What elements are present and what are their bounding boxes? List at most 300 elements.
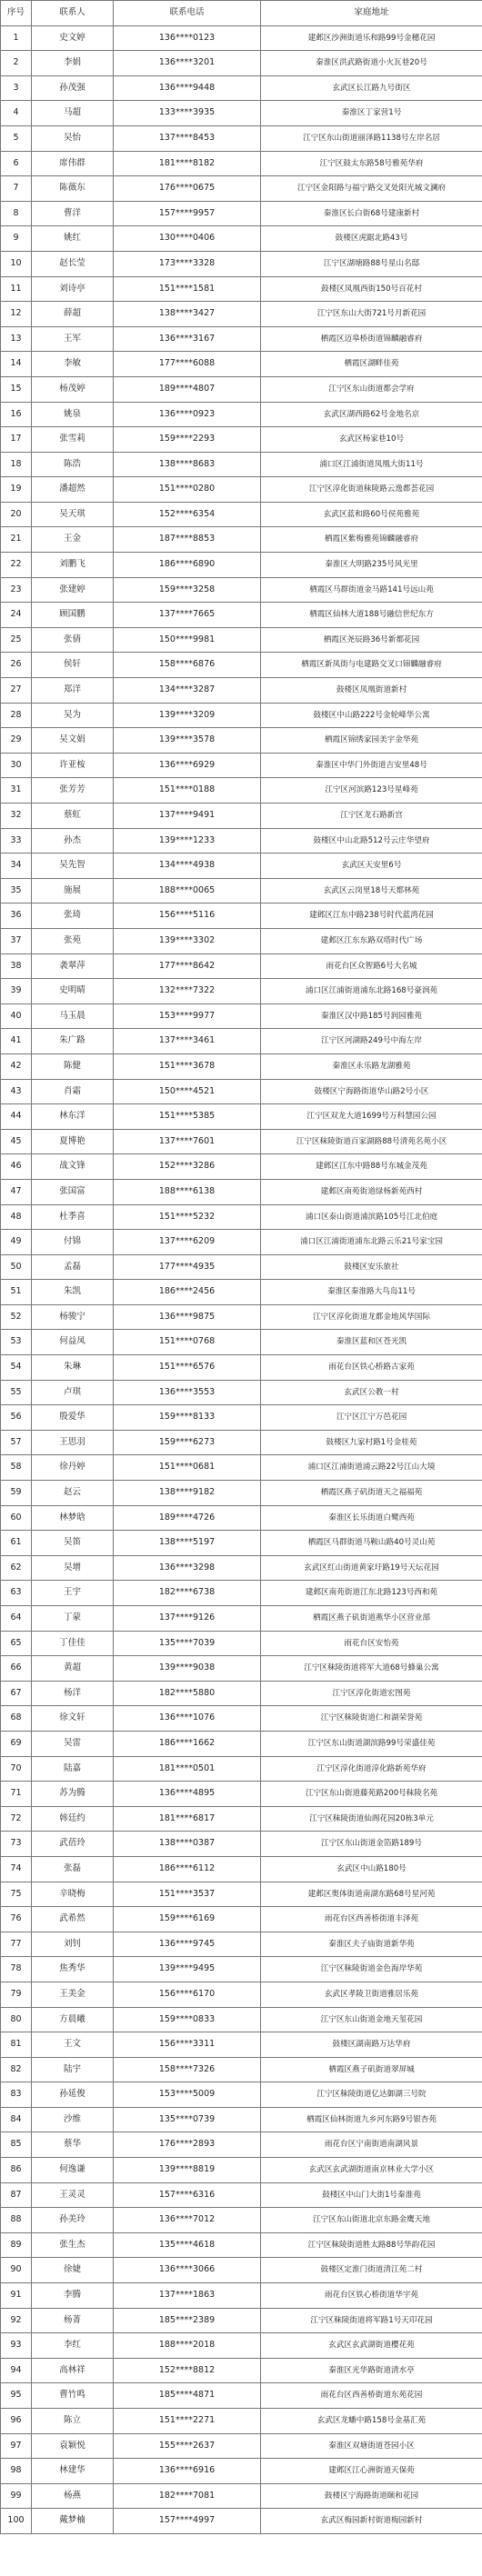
phone-number: 151****1581	[114, 276, 261, 302]
table-row	[1, 1481, 482, 1506]
row-index: 1	[1, 25, 32, 51]
home-address: 浦口区江浦街道浦东北路云乐21号家宝园	[261, 1230, 482, 1255]
row-index: 71	[1, 1782, 32, 1807]
table-row	[1, 1681, 482, 1706]
phone-number: 188****2018	[114, 2333, 261, 2359]
home-address: 秦淮区洪武路街道小火瓦巷20号	[261, 51, 482, 76]
home-address: 江宁区秣陵街道仁和湖荣誉苑	[261, 1706, 482, 1732]
table-row	[1, 1907, 482, 1932]
contact-name: 夏博艳	[32, 1129, 114, 1154]
contact-name: 侯轩	[32, 653, 114, 678]
phone-number: 139****3209	[114, 703, 261, 728]
row-index: 52	[1, 1304, 32, 1330]
home-address: 秦淮区丁家营1号	[261, 101, 482, 126]
phone-number: 150****4521	[114, 1079, 261, 1104]
home-address: 栖霞区燕子矶街道翠屏城	[261, 2057, 482, 2082]
phone-number: 136****0923	[114, 402, 261, 427]
row-index: 7	[1, 176, 32, 202]
home-address: 江宁区东山街道北京东路金鹰天地	[261, 2208, 482, 2233]
table-row	[1, 1606, 482, 1632]
contact-name: 吴文娟	[32, 728, 114, 754]
contact-name: 李敏	[32, 352, 114, 377]
phone-number: 158****7326	[114, 2057, 261, 2082]
table-row	[1, 703, 482, 728]
home-address: 秦淮区中华门外街道吉安里48号	[261, 753, 482, 778]
contact-name: 徐婕	[32, 2258, 114, 2283]
table-row	[1, 176, 482, 202]
row-index: 95	[1, 2383, 32, 2409]
table-row	[1, 1706, 482, 1732]
contact-name: 马玉晨	[32, 1003, 114, 1029]
table-row	[1, 2308, 482, 2333]
row-index: 58	[1, 1455, 32, 1481]
row-index: 19	[1, 477, 32, 503]
contact-name: 席伟群	[32, 151, 114, 176]
contact-name: 焦秀华	[32, 1957, 114, 1982]
home-address: 江宁区淳化街道龙都金地风华国际	[261, 1304, 482, 1330]
table-row	[1, 2459, 482, 2484]
row-index: 59	[1, 1481, 32, 1506]
table-row	[1, 2232, 482, 2258]
home-address: 玄武区玄武湖街道樱花苑	[261, 2333, 482, 2359]
phone-number: 151****6576	[114, 1355, 261, 1381]
phone-number: 157****4997	[114, 2509, 261, 2534]
contact-name: 韩廷约	[32, 1806, 114, 1832]
row-index: 66	[1, 1656, 32, 1682]
phone-number: 151****3678	[114, 1053, 261, 1079]
home-address: 栖霞区仙林街道九乡河东路9号银杏苑	[261, 2107, 482, 2132]
contact-name: 何益凤	[32, 1330, 114, 1355]
table-row	[1, 828, 482, 854]
contact-name: 张芳芳	[32, 778, 114, 804]
table-row	[1, 954, 482, 979]
home-address: 鼓楼区定淮门街道清江苑二村	[261, 2258, 482, 2283]
row-index: 74	[1, 1856, 32, 1882]
contact-name: 李红	[32, 2333, 114, 2359]
row-index: 44	[1, 1104, 32, 1130]
contact-name: 杨燕	[32, 2483, 114, 2509]
row-index: 36	[1, 904, 32, 929]
phone-number: 157****9957	[114, 201, 261, 226]
phone-number: 188****6138	[114, 1179, 261, 1204]
contact-name: 郑洋	[32, 678, 114, 704]
row-index: 22	[1, 553, 32, 578]
home-address: 江宁区江宁万邑花园	[261, 1405, 482, 1431]
contact-name: 李腾	[32, 2283, 114, 2309]
table-row	[1, 427, 482, 453]
table-row	[1, 75, 482, 101]
phone-number: 177****4935	[114, 1254, 261, 1280]
phone-number: 151****0681	[114, 1455, 261, 1481]
contact-name: 付锦	[32, 1230, 114, 1255]
home-address: 秦淮区汉中路185号润园雅苑	[261, 1003, 482, 1029]
table-row	[1, 2383, 482, 2409]
row-index: 17	[1, 427, 32, 453]
contact-name: 薛超	[32, 302, 114, 327]
row-index: 48	[1, 1204, 32, 1230]
row-index: 91	[1, 2283, 32, 2309]
phone-number: 136****1076	[114, 1706, 261, 1732]
phone-number: 138****5197	[114, 1531, 261, 1556]
phone-number: 139****3302	[114, 928, 261, 954]
table-row	[1, 1731, 482, 1756]
phone-number: 187****8853	[114, 527, 261, 553]
row-index: 46	[1, 1154, 32, 1180]
contact-name: 陆宇	[32, 2057, 114, 2082]
phone-number: 173****3328	[114, 251, 261, 276]
row-index: 99	[1, 2483, 32, 2509]
phone-number: 151****0280	[114, 477, 261, 503]
row-index: 87	[1, 2182, 32, 2208]
home-address: 秦淮区大明路235号风光里	[261, 553, 482, 578]
table-row	[1, 302, 482, 327]
header-contact-name: 联系人	[32, 1, 114, 26]
row-index: 92	[1, 2308, 32, 2333]
contact-name: 林梦晗	[32, 1505, 114, 1531]
phone-number: 130****0406	[114, 226, 261, 252]
home-address: 江宁区东山街道湖滨路99号荣盛佳苑	[261, 1731, 482, 1756]
table-row	[1, 1179, 482, 1204]
phone-number: 156****6170	[114, 1982, 261, 2007]
table-row	[1, 1832, 482, 1857]
table-row	[1, 1982, 482, 2007]
table-row	[1, 402, 482, 427]
phone-number: 151****5232	[114, 1204, 261, 1230]
phone-number: 186****2456	[114, 1280, 261, 1305]
phone-number: 152****6354	[114, 502, 261, 527]
home-address: 栖霞区锦绣家园美宇金华苑	[261, 728, 482, 754]
home-address: 建邺区奥体街道南湖东路68号星河苑	[261, 1882, 482, 1907]
table-row	[1, 352, 482, 377]
table-row	[1, 226, 482, 252]
row-index: 82	[1, 2057, 32, 2082]
row-index: 72	[1, 1806, 32, 1832]
table-row	[1, 2032, 482, 2058]
row-index: 89	[1, 2232, 32, 2258]
table-row	[1, 1555, 482, 1581]
row-index: 90	[1, 2258, 32, 2283]
home-address: 江宁区秣陵街道将军路1号天印花园	[261, 2308, 482, 2333]
phone-number: 159****6273	[114, 1430, 261, 1455]
phone-number: 139****9495	[114, 1957, 261, 1982]
table-row	[1, 2182, 482, 2208]
home-address: 栖霞区马群街道金马路141号远山苑	[261, 577, 482, 603]
phone-number: 137****8453	[114, 125, 261, 151]
phone-number: 136****0123	[114, 25, 261, 51]
contact-name: 黄超	[32, 1656, 114, 1682]
home-address: 栖霞区湖畔佳苑	[261, 352, 482, 377]
table-row	[1, 2509, 482, 2534]
contact-name: 朱琳	[32, 1355, 114, 1381]
row-index: 94	[1, 2358, 32, 2383]
row-index: 42	[1, 1053, 32, 1079]
row-index: 67	[1, 1681, 32, 1706]
row-index: 6	[1, 151, 32, 176]
home-address: 江宁区河滨路123号星峰苑	[261, 778, 482, 804]
home-address: 秦淮区长白街68号建康新村	[261, 201, 482, 226]
table-row	[1, 577, 482, 603]
row-index: 65	[1, 1631, 32, 1656]
phone-number: 177****8642	[114, 954, 261, 979]
row-index: 34	[1, 854, 32, 879]
phone-number: 186****1662	[114, 1731, 261, 1756]
table-row	[1, 1932, 482, 1957]
table-row	[1, 201, 482, 226]
row-index: 97	[1, 2433, 32, 2459]
table-row	[1, 2333, 482, 2359]
contact-name: 沙维	[32, 2107, 114, 2132]
row-index: 51	[1, 1280, 32, 1305]
table-row	[1, 979, 482, 1004]
table-row	[1, 1129, 482, 1154]
home-address: 鼓楼区凤凰西街150号百花村	[261, 276, 482, 302]
row-index: 83	[1, 2082, 32, 2108]
contact-name: 吴增	[32, 1555, 114, 1581]
table-row	[1, 2358, 482, 2383]
table-row	[1, 804, 482, 829]
phone-number: 136****3298	[114, 1555, 261, 1581]
row-index: 55	[1, 1380, 32, 1405]
contact-name: 吴先智	[32, 854, 114, 879]
row-index: 78	[1, 1957, 32, 1982]
table-row	[1, 778, 482, 804]
phone-number: 136****7012	[114, 2208, 261, 2233]
home-address: 鼓楼区凤凰街道新村	[261, 678, 482, 704]
phone-number: 153****9977	[114, 1003, 261, 1029]
home-address: 玄武区杨家巷10号	[261, 427, 482, 453]
row-index: 30	[1, 753, 32, 778]
phone-number: 151****0768	[114, 1330, 261, 1355]
row-index: 2	[1, 51, 32, 76]
home-address: 雨花台区西善桥街道东苑花园	[261, 2383, 482, 2409]
row-index: 75	[1, 1882, 32, 1907]
home-address: 江宁区龙石路新宫	[261, 804, 482, 829]
home-address: 鼓楼区宁海路街道华山路2号小区	[261, 1079, 482, 1104]
phone-number: 159****8133	[114, 1405, 261, 1431]
row-index: 5	[1, 125, 32, 151]
contact-name: 袭翠萍	[32, 954, 114, 979]
contact-name: 张雪莉	[32, 427, 114, 453]
row-index: 18	[1, 452, 32, 477]
row-index: 49	[1, 1230, 32, 1255]
row-index: 4	[1, 101, 32, 126]
home-address: 栖霞区燕子矶街道燕华小区营业部	[261, 1606, 482, 1632]
row-index: 77	[1, 1932, 32, 1957]
contact-name: 朱广路	[32, 1029, 114, 1054]
row-index: 23	[1, 577, 32, 603]
row-index: 76	[1, 1907, 32, 1932]
contact-name: 武蓓玲	[32, 1832, 114, 1857]
phone-number: 156****5116	[114, 904, 261, 929]
home-address: 秦淮区双塘街道苍园小区	[261, 2433, 482, 2459]
phone-number: 186****6890	[114, 553, 261, 578]
contact-name: 王美金	[32, 1982, 114, 2007]
table-row	[1, 2208, 482, 2233]
home-address: 玄武区龙蟠中路158号金基汇苑	[261, 2409, 482, 2434]
phone-number: 181****0501	[114, 1756, 261, 1782]
home-address: 雨花台区铁心桥路古家苑	[261, 1355, 482, 1381]
phone-number: 137****7601	[114, 1129, 261, 1154]
table-row	[1, 151, 482, 176]
table-row	[1, 1154, 482, 1180]
table-body	[1, 25, 482, 2533]
table-row	[1, 2258, 482, 2283]
row-index: 21	[1, 527, 32, 553]
phone-number: 137****9126	[114, 1606, 261, 1632]
phone-number: 177****6088	[114, 352, 261, 377]
table-row	[1, 326, 482, 352]
home-address: 鼓楼区中山门大街1号秦淮苑	[261, 2182, 482, 2208]
home-address: 鼓楼区宁海路街道颐和花园	[261, 2483, 482, 2509]
contact-name: 丁佳佳	[32, 1631, 114, 1656]
phone-number: 132****7322	[114, 979, 261, 1004]
phone-number: 136****6929	[114, 753, 261, 778]
home-address: 雨花台区宁南街道南湖风景	[261, 2132, 482, 2158]
phone-number: 137****6209	[114, 1230, 261, 1255]
phone-number: 152****3286	[114, 1154, 261, 1180]
home-address: 鼓楼区湖南路万达华府	[261, 2032, 482, 2058]
phone-number: 185****4871	[114, 2383, 261, 2409]
table-row	[1, 376, 482, 402]
contact-name: 潘超然	[32, 477, 114, 503]
phone-number: 136****3066	[114, 2258, 261, 2283]
row-index: 93	[1, 2333, 32, 2359]
table-row	[1, 904, 482, 929]
contact-name: 孟磊	[32, 1254, 114, 1280]
contact-name: 武希然	[32, 1907, 114, 1932]
home-address: 建邺区江东东路双塔时代广场	[261, 928, 482, 954]
table-row	[1, 928, 482, 954]
contact-name: 张国富	[32, 1179, 114, 1204]
table-row	[1, 1380, 482, 1405]
home-address: 江宁区东山街道藤苑路200号秣陵名苑	[261, 1782, 482, 1807]
contact-name: 杜季喜	[32, 1204, 114, 1230]
table-row	[1, 25, 482, 51]
home-address: 栖霞区燕子矶街道天之福福苑	[261, 1481, 482, 1506]
phone-number: 134****3287	[114, 678, 261, 704]
home-address: 秦淮区秦淮路大鸟岛11号	[261, 1280, 482, 1305]
home-address: 玄武区天安里6号	[261, 854, 482, 879]
table-row	[1, 1053, 482, 1079]
home-address: 栖霞区新凤街与电建路交叉口锦麟融睿府	[261, 653, 482, 678]
row-index: 32	[1, 804, 32, 829]
table-row	[1, 1003, 482, 1029]
table-row	[1, 276, 482, 302]
table-row	[1, 1204, 482, 1230]
row-index: 64	[1, 1606, 32, 1632]
row-index: 84	[1, 2107, 32, 2132]
row-index: 39	[1, 979, 32, 1004]
home-address: 江宁区河湖路249号中海左岸	[261, 1029, 482, 1054]
table-row	[1, 728, 482, 754]
contact-name: 孙延俊	[32, 2082, 114, 2108]
row-index: 24	[1, 603, 32, 628]
contact-name: 张生杰	[32, 2232, 114, 2258]
phone-number: 133****3935	[114, 101, 261, 126]
contact-name: 孙茂强	[32, 75, 114, 101]
table-row	[1, 678, 482, 704]
phone-number: 189****4726	[114, 1505, 261, 1531]
row-index: 45	[1, 1129, 32, 1154]
contact-name: 王灵灵	[32, 2182, 114, 2208]
phone-number: 151****0188	[114, 778, 261, 804]
table-row	[1, 2057, 482, 2082]
contact-name: 肖霜	[32, 1079, 114, 1104]
contact-name: 吴天琪	[32, 502, 114, 527]
contact-name: 李娟	[32, 51, 114, 76]
contact-name: 张磊	[32, 1856, 114, 1882]
phone-number: 181****8182	[114, 151, 261, 176]
row-index: 96	[1, 2409, 32, 2434]
contact-name: 王文	[32, 2032, 114, 2058]
phone-number: 139****8819	[114, 2158, 261, 2183]
row-index: 79	[1, 1982, 32, 2007]
contact-name: 赵云	[32, 1481, 114, 1506]
table-row	[1, 1104, 482, 1130]
table-row	[1, 1882, 482, 1907]
contact-name: 何逸谦	[32, 2158, 114, 2183]
home-address: 建邺区江东中路238号时代蓝湾花园	[261, 904, 482, 929]
row-index: 28	[1, 703, 32, 728]
home-address: 建邺区江东中路88号东城金茂苑	[261, 1154, 482, 1180]
home-address: 江宁区淳化街道秣陵路云逸都荟花园	[261, 477, 482, 503]
row-index: 62	[1, 1555, 32, 1581]
table-row	[1, 2158, 482, 2183]
phone-number: 176****0675	[114, 176, 261, 202]
home-address: 秦淮区长乐街道白鹭西苑	[261, 1505, 482, 1531]
contact-name: 陈立	[32, 2409, 114, 2434]
row-index: 27	[1, 678, 32, 704]
home-address: 江宁区秣陵街道仙阁花园20栋3单元	[261, 1806, 482, 1832]
table-row	[1, 2483, 482, 2509]
phone-number: 156****3311	[114, 2032, 261, 2058]
phone-number: 188****0065	[114, 878, 261, 904]
home-address: 玄武区云岗里18号天都林苑	[261, 878, 482, 904]
phone-number: 136****9448	[114, 75, 261, 101]
row-index: 10	[1, 251, 32, 276]
table-row	[1, 1355, 482, 1381]
contact-name: 杨骏宁	[32, 1304, 114, 1330]
contact-name: 王思羽	[32, 1430, 114, 1455]
row-index: 61	[1, 1531, 32, 1556]
table-row	[1, 553, 482, 578]
home-address: 玄武区长江路九号街区	[261, 75, 482, 101]
row-index: 38	[1, 954, 32, 979]
contact-name: 丁蒙	[32, 1606, 114, 1632]
home-address: 江宁区东山街道都会学府	[261, 376, 482, 402]
contact-name: 史明晴	[32, 979, 114, 1004]
phone-number: 181****6817	[114, 1806, 261, 1832]
contact-name: 徐文轩	[32, 1706, 114, 1732]
table-row	[1, 2409, 482, 2434]
row-index: 57	[1, 1430, 32, 1455]
table-row	[1, 101, 482, 126]
phone-number: 136****9875	[114, 1304, 261, 1330]
table-row	[1, 2283, 482, 2309]
row-index: 29	[1, 728, 32, 754]
contact-name: 王宇	[32, 1581, 114, 1606]
header-phone: 联系电话	[114, 1, 261, 26]
contact-name: 卢琪	[32, 1380, 114, 1405]
table-row	[1, 2132, 482, 2158]
table-row	[1, 477, 482, 503]
phone-number: 159****0833	[114, 2007, 261, 2032]
contact-name: 刘钊	[32, 1932, 114, 1957]
table-row	[1, 1531, 482, 1556]
row-index: 54	[1, 1355, 32, 1381]
phone-number: 136****4895	[114, 1782, 261, 1807]
contact-name: 袁颖悦	[32, 2433, 114, 2459]
